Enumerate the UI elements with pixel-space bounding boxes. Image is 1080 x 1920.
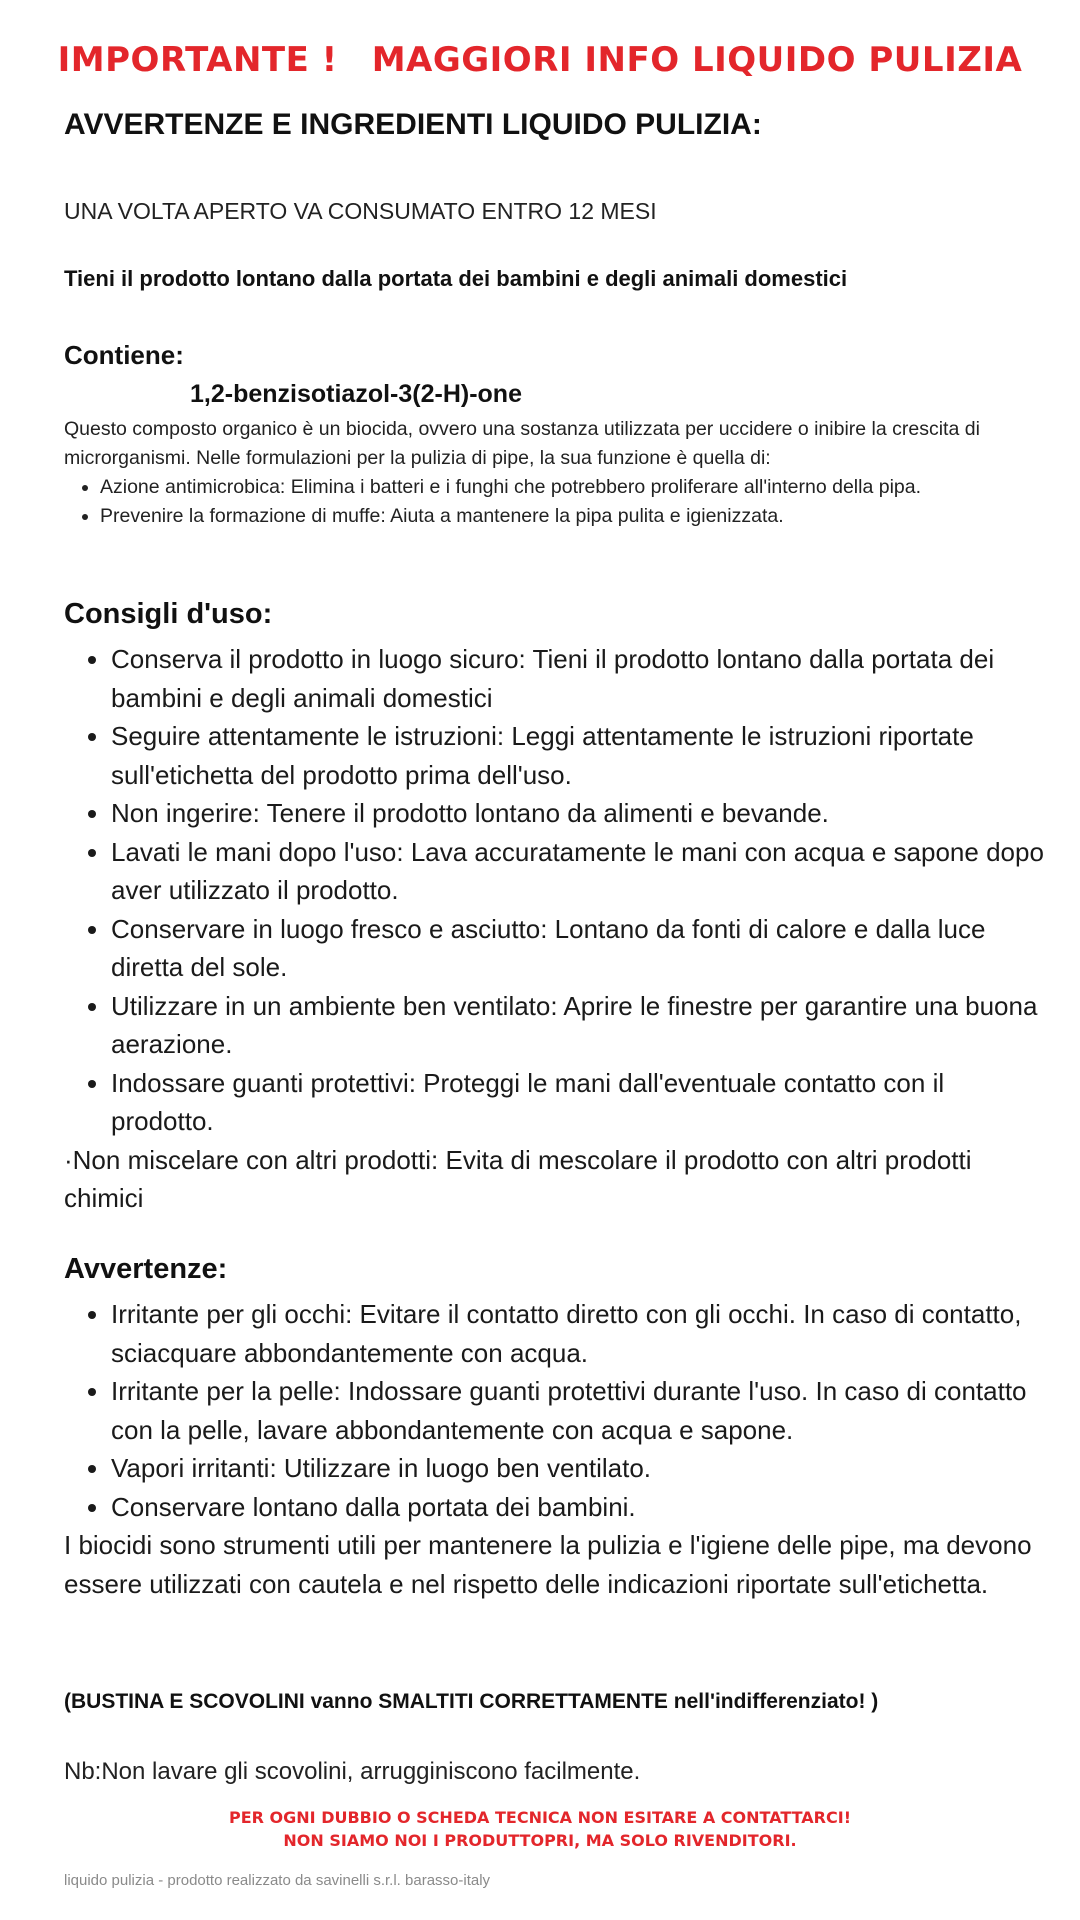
warnings-list bbox=[64, 1295, 1044, 1526]
warnings-heading: Avvertenze: bbox=[64, 1253, 228, 1285]
list-item: • Indossare guanti protettivi: Proteggi le mani dall'eventuale contatto con il prodotto. bbox=[111, 1064, 1044, 1141]
contact-line-1: PER OGNI DUBBIO O SCHEDA TECNICA NON ESITARE A CONTATTARCI! bbox=[229, 1808, 851, 1827]
usage-block bbox=[64, 640, 1044, 1218]
compound-description-block bbox=[64, 415, 1014, 531]
list-item: • Conservare lontano dalla portata dei bambini. bbox=[111, 1488, 1044, 1527]
list-item: • Irritante per la pelle: Indossare guanti protettivi durante l'uso. In caso di contatto con la pelle, lavare abbondantemente con acqua e sapone. bbox=[111, 1372, 1044, 1449]
list-item: • Prevenire la formazione di muffe: Aiuta a mantenere la pipa pulita e igienizzata. bbox=[100, 502, 1014, 531]
top-banner bbox=[0, 40, 1080, 80]
list-item: • Vapori irritanti: Utilizzare in luogo ben ventilato. bbox=[111, 1449, 1044, 1488]
contains-label: Contiene: bbox=[64, 340, 184, 370]
list-item: • Non ingerire: Tenere il prodotto lontano da alimenti e bevande. bbox=[111, 794, 1044, 833]
usage-heading: Consigli d'uso: bbox=[64, 598, 273, 630]
contact-line-2: NON SIAMO NOI I PRODUTTOPRI, MA SOLO RIVENDITORI. bbox=[283, 1831, 797, 1850]
usage-list bbox=[64, 640, 1044, 1141]
compound-functions-list bbox=[64, 473, 1014, 531]
list-item: • Utilizzare in un ambiente ben ventilato: Aprire le finestre per garantire una buona aerazione. bbox=[111, 987, 1044, 1064]
list-item: • Azione antimicrobica: Elimina i batteri e i funghi che potrebbero proliferare all'interno della pipa. bbox=[100, 473, 1014, 502]
list-item: • Irritante per gli occhi: Evitare il contatto diretto con gli occhi. In caso di contatto, sciacquare abbondantemente con acqua. bbox=[111, 1295, 1044, 1372]
list-item: • Lavati le mani dopo l'uso: Lava accuratamente le mani con acqua e sapone dopo aver utilizzato il prodotto. bbox=[111, 833, 1044, 910]
banner-more-info: MAGGIORI INFO LIQUIDO PULIZIA bbox=[371, 40, 1023, 80]
footer-credit: liquido pulizia - prodotto realizzato da savinelli s.r.l. barasso-italy bbox=[64, 1872, 491, 1889]
list-item: • Seguire attentamente le istruzioni: Leggi attentamente le istruzioni riportate sull'etichetta del prodotto prima dell'uso. bbox=[111, 717, 1044, 794]
page-title: AVVERTENZE E INGREDIENTI LIQUIDO PULIZIA: bbox=[64, 108, 762, 141]
compound-name: 1,2-benzisotiazol-3(2-H)-one bbox=[190, 380, 522, 408]
usage-extra-note: ·Non miscelare con altri prodotti: Evita di mescolare il prodotto con altri prodotti chimici bbox=[64, 1144, 972, 1213]
list-item: • Conserva il prodotto in luogo sicuro: Tieni il prodotto lontano dalla portata dei bambini e degli animali domestici bbox=[111, 640, 1044, 717]
shelf-life-note: UNA VOLTA APERTO VA CONSUMATO ENTRO 12 MESI bbox=[64, 198, 657, 224]
biocide-closing-note: I biocidi sono strumenti utili per mantenere la pulizia e l'igiene delle pipe, ma devono essere utilizzati con cautela e nel rispetto delle indicazioni riportate sull'etichetta. bbox=[64, 1530, 1032, 1599]
keep-away-warning: Tieni il prodotto lontano dalla portata dei bambini e degli animali domestici bbox=[64, 266, 848, 291]
brush-care-note: Nb:Non lavare gli scovolini, arrugginiscono facilmente. bbox=[64, 1758, 641, 1785]
warnings-block bbox=[64, 1295, 1044, 1603]
list-item: • Conservare in luogo fresco e asciutto: Lontano da fonti di calore e dalla luce diretta del sole. bbox=[111, 910, 1044, 987]
banner-important: IMPORTANTE ! bbox=[57, 40, 338, 80]
compound-description: Questo composto organico è un biocida, ovvero una sostanza utilizzata per uccidere o inibire la crescita di microrganismi. Nelle formulazioni per la pulizia di pipe, la sua funzione è quella di: bbox=[64, 418, 980, 469]
contact-notice bbox=[0, 1806, 1080, 1852]
disposal-note: (BUSTINA E SCOVOLINI vanno SMALTITI CORRETTAMENTE nell'indifferenziato! ) bbox=[64, 1690, 879, 1713]
